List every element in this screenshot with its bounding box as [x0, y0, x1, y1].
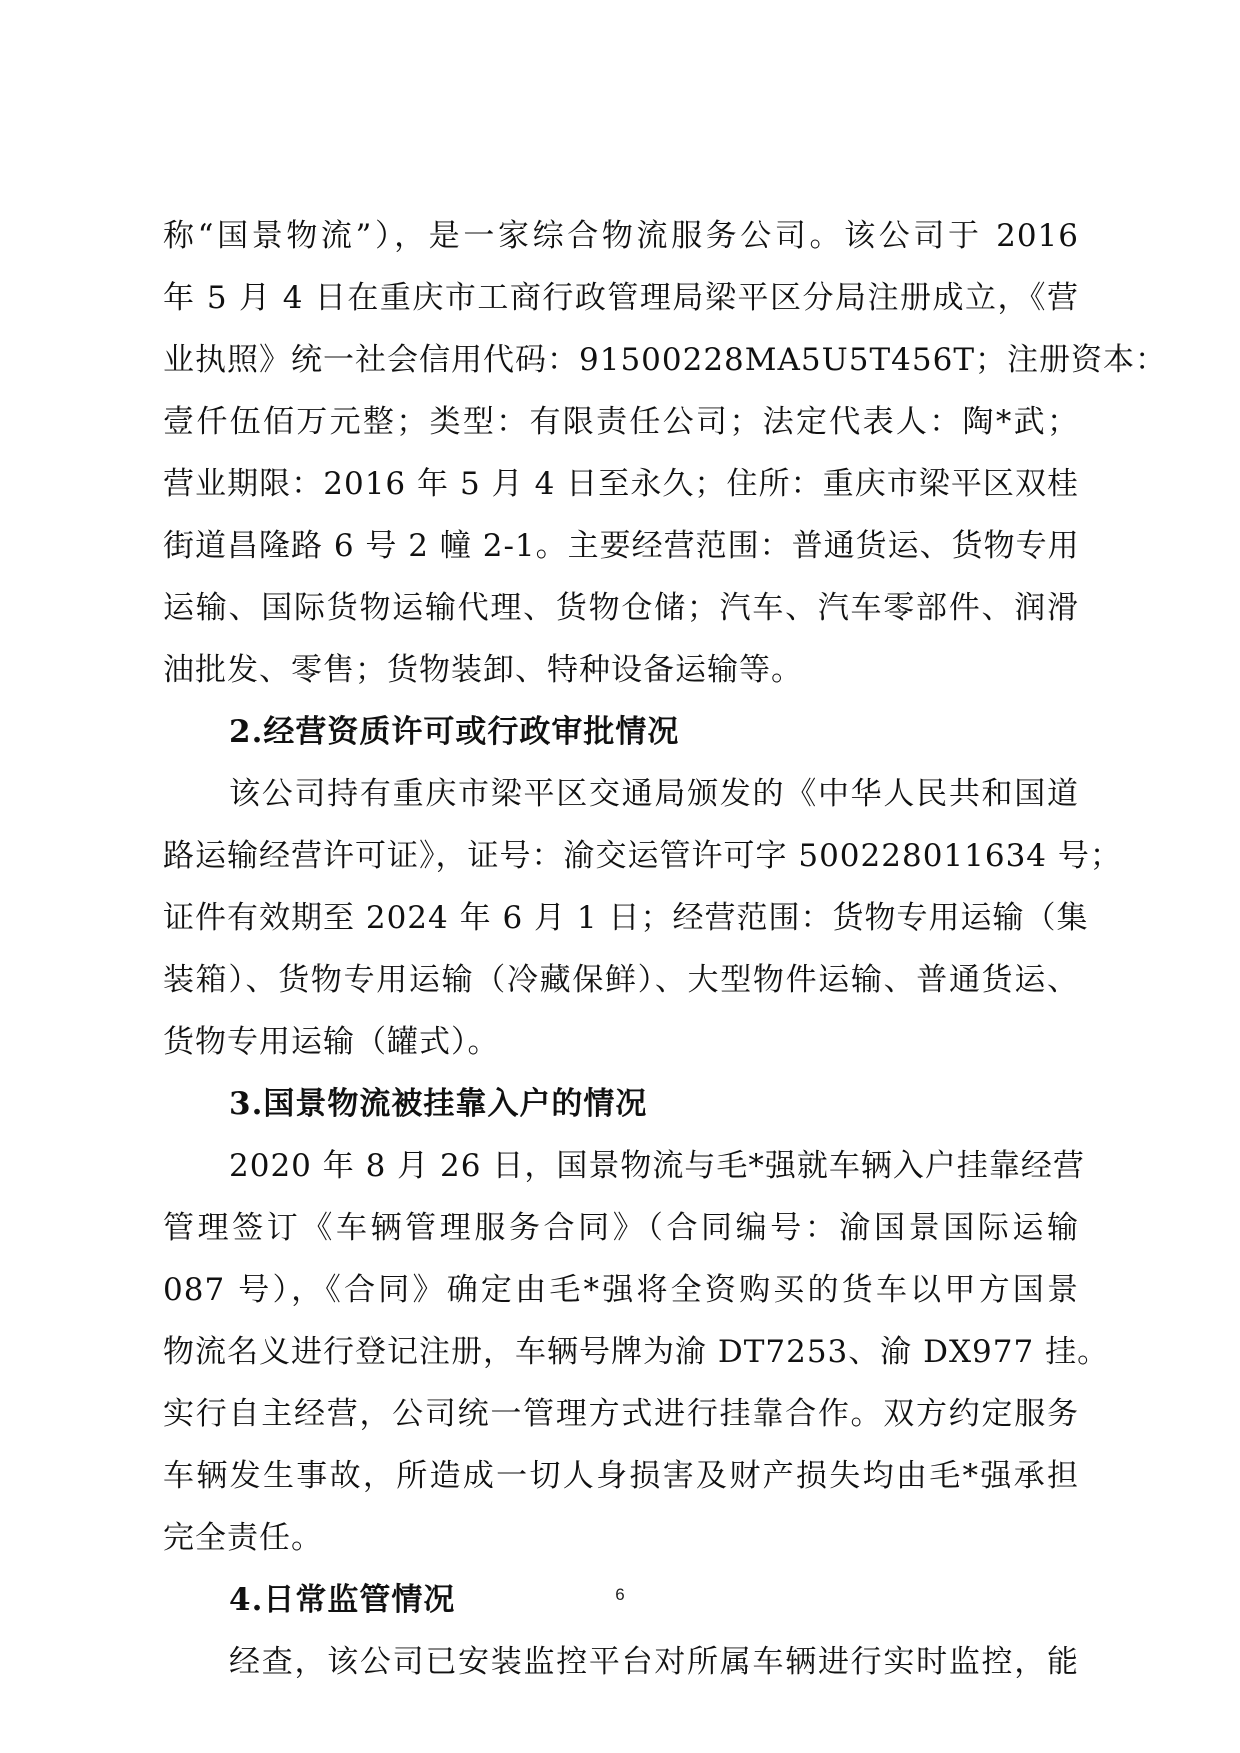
text-line: 称“国景物流”），是一家综合物流服务公司。该公司于 2016 [163, 218, 1079, 254]
text-line: 油批发、零售；货物装卸、特种设备运输等。 [163, 652, 803, 688]
text-line: 年 5 月 4 日在重庆市工商行政管理局梁平区分局注册成立，《营 [163, 280, 1079, 316]
text-line: 087 号），《合同》确定由毛*强将全资购买的货车以甲方国景 [163, 1272, 1079, 1308]
heading-text: 2.经营资质许可或行政审批情况 [229, 714, 680, 750]
text-line: 该公司持有重庆市梁平区交通局颁发的《中华人民共和国道 [229, 776, 1079, 812]
text-line: 物流名义进行登记注册，车辆号牌为渝 DT7253、渝 DX977 挂。 [163, 1334, 1110, 1370]
text-line: 经查，该公司已安装监控平台对所属车辆进行实时监控，能 [229, 1644, 1079, 1680]
text-line: 货物专用运输（罐式）。 [163, 1024, 500, 1060]
text-line: 业执照》统一社会信用代码：91500228MA5U5T456T；注册资本： [163, 342, 1168, 378]
paragraph-affiliation [163, 1135, 1110, 1569]
paragraph-company-profile [163, 205, 1168, 701]
heading-text: 4.日常监管情况 [229, 1582, 456, 1618]
text-line: 营业期限：2016 年 5 月 4 日至永久；住所：重庆市梁平区双桂 [163, 466, 1079, 502]
section-heading-qualification [163, 701, 1079, 763]
text-line: 运输、国际货物运输代理、货物仓储；汽车、汽车零部件、润滑 [163, 590, 1079, 626]
document-body [163, 205, 1168, 1693]
text-line: 车辆发生事故，所造成一切人身损害及财产损失均由毛*强承担 [163, 1458, 1079, 1494]
text-line: 街道昌隆路 6 号 2 幢 2-1。主要经营范围：普通货运、货物专用 [163, 528, 1080, 564]
text-line: 证件有效期至 2024 年 6 月 1 日；经营范围：货物专用运输（集 [163, 900, 1089, 936]
text-line: 管理签订《车辆管理服务合同》（合同编号：渝国景国际运输 [163, 1210, 1079, 1246]
text-line: 路运输经营许可证》，证号：渝交运管许可字 500228011634 号； [163, 838, 1122, 874]
heading-text: 3.国景物流被挂靠入户的情况 [229, 1086, 648, 1122]
text-line: 壹仟伍佰万元整；类型：有限责任公司；法定代表人：陶*武； [163, 404, 1079, 440]
section-heading-affiliation [163, 1073, 1079, 1135]
paragraph-license [163, 763, 1122, 1073]
text-line: 完全责任。 [163, 1520, 323, 1556]
paragraph-supervision [163, 1631, 1079, 1693]
text-line: 实行自主经营，公司统一管理方式进行挂靠合作。双方约定服务 [163, 1396, 1079, 1432]
text-line: 2020 年 8 月 26 日，国景物流与毛*强就车辆入户挂靠经营 [229, 1148, 1085, 1184]
page-number: 6 [615, 1585, 625, 1604]
text-line: 装箱）、货物专用运输（冷藏保鲜）、大型物件运输、普通货运、 [163, 962, 1079, 998]
